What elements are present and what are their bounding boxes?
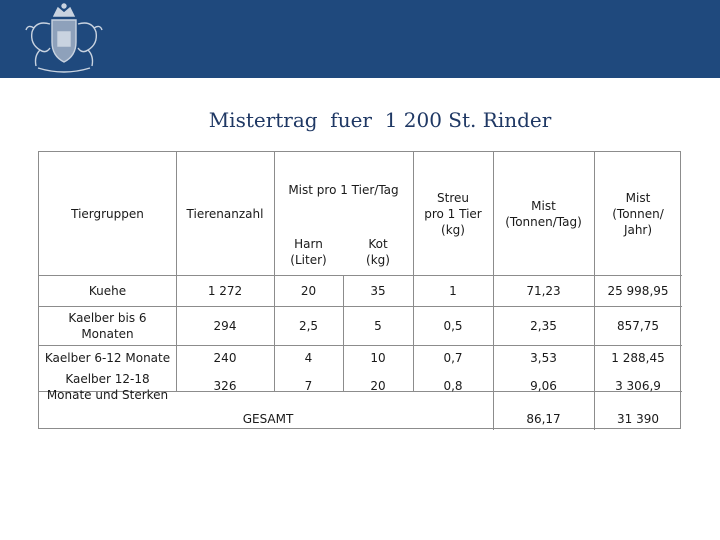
- header-streu: Streu pro 1 Tier (kg): [424, 191, 482, 237]
- manure-yield-table: [38, 151, 681, 429]
- row-kuehe-mist-tag: 71,23: [526, 283, 561, 298]
- row-kaelber-6-streu: 0,5: [443, 318, 463, 333]
- row-kaelber-12-18-group: Kaelber 12-18 Monate und Sterken: [46, 372, 169, 402]
- total-label: GESAMT: [242, 412, 294, 426]
- row-kaelber-6-12-harn: 4: [304, 351, 313, 365]
- row-kaelber-6-12-kot: 10: [370, 351, 386, 365]
- row-kaelber-12-18-harn: 7: [304, 379, 313, 393]
- row-kaelber-12-18-streu: 0,8: [443, 379, 463, 393]
- header-tiergruppen: Tiergruppen: [71, 207, 144, 221]
- row-kaelber-12-18-mist-jahr: 3 306,9: [615, 379, 661, 393]
- row-kuehe-group: Kuehe: [88, 283, 127, 298]
- row-kaelber-12-18-mist-tag: 9,06: [530, 379, 557, 393]
- row-kuehe-mist-jahr: 25 998,95: [607, 283, 669, 298]
- row-kuehe-count: 1 272: [207, 283, 243, 298]
- header-tierenanzahl: Tierenanzahl: [186, 207, 264, 221]
- row-kaelber-6-mist-tag: 2,35: [530, 318, 557, 333]
- header-band: [0, 0, 720, 78]
- row-kuehe-streu: 1: [449, 283, 457, 298]
- total-mist-tag: 86,17: [526, 412, 561, 426]
- row-kaelber-12-18-count: 326: [213, 379, 237, 393]
- header-mist-tag: Mist (Tonnen/Tag): [505, 199, 582, 229]
- coat-of-arms-icon: [22, 2, 106, 76]
- row-kaelber-6-harn: 2,5: [298, 318, 319, 333]
- row-kaelber-6-kot: 5: [374, 318, 382, 333]
- header-harn: Harn (Liter): [290, 237, 327, 267]
- row-kaelber-6-12-group: Kaelber 6-12 Monate: [44, 351, 171, 365]
- header-kot: Kot (kg): [366, 237, 390, 267]
- slide-title: Mistertrag fuer 1 200 St. Rinder: [208, 108, 552, 132]
- row-kaelber-6-12-count: 240: [213, 351, 237, 365]
- row-kaelber-6-group: Kaelber bis 6 Monaten: [68, 310, 147, 341]
- row-kaelber-12-18-kot: 20: [370, 379, 386, 393]
- row-kaelber-6-mist-jahr: 857,75: [617, 318, 659, 333]
- row-kaelber-6-12-mist-jahr: 1 288,45: [611, 351, 665, 365]
- header-mist-jahr: Mist (Tonnen/ Jahr): [612, 191, 664, 237]
- row-kuehe-harn: 20: [300, 283, 317, 298]
- row-kuehe-kot: 35: [370, 283, 386, 298]
- header-mist-pro-tier: Mist pro 1 Tier/Tag: [288, 183, 399, 197]
- row-kaelber-6-count: 294: [213, 318, 237, 333]
- total-mist-jahr: 31 390: [617, 412, 659, 426]
- row-kaelber-6-12-streu: 0,7: [443, 351, 463, 365]
- row-kaelber-6-12-mist-tag: 3,53: [530, 351, 557, 365]
